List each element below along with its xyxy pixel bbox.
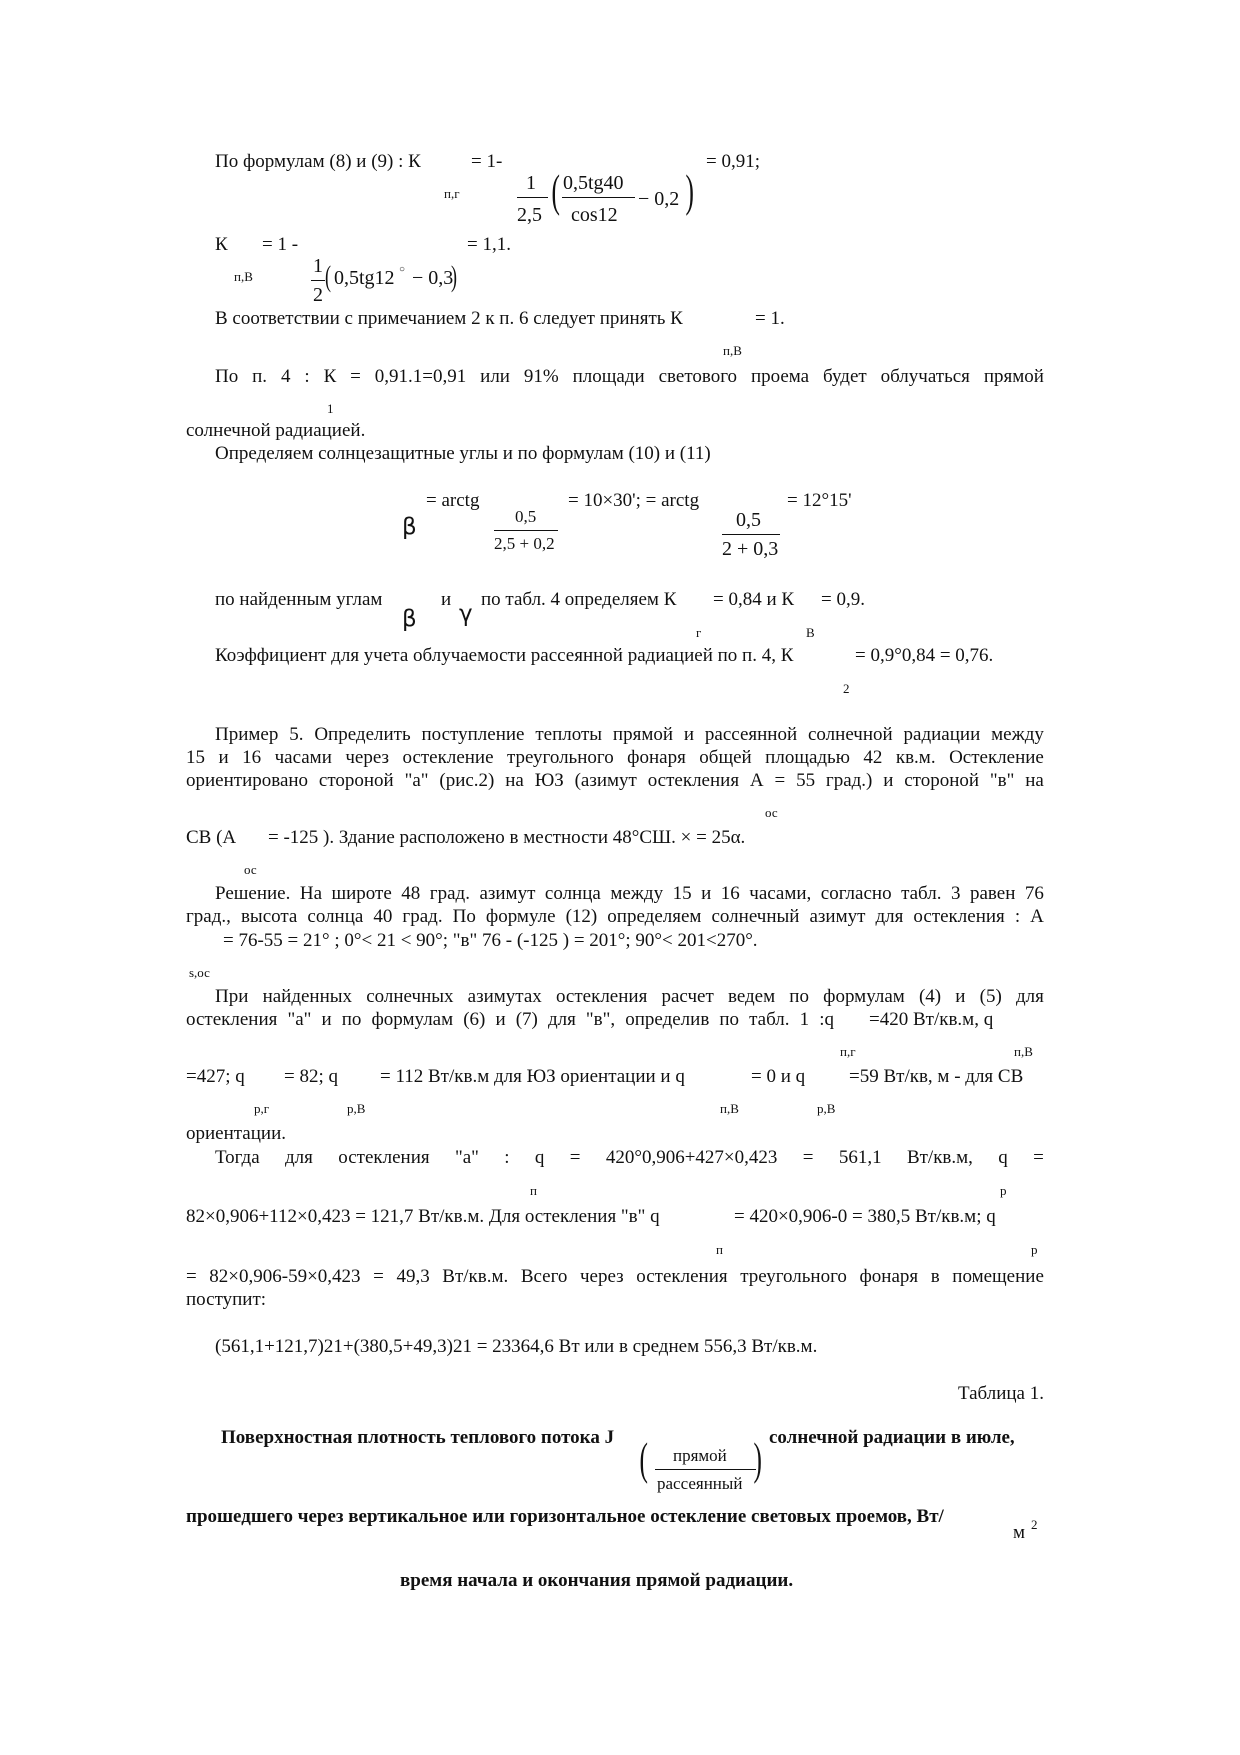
word: 49,3 [396,1266,430,1287]
word: На [299,883,322,904]
frac-den: 2,5 + 0,2 [494,534,555,553]
word: на [505,770,524,791]
frac-den: рассеянный [657,1474,743,1493]
subscript: р [1031,1242,1038,1257]
word: солнца [544,883,601,904]
word: 4 [280,366,291,387]
word: остекление [402,747,494,768]
word: остекления [913,906,1005,927]
word: для [547,1009,576,1030]
paragraph-line: 82×0,906+112×0,423 = 121,7 Вт/кв.м. Для остекления "в" q [186,1206,660,1227]
word: поступление [421,724,525,745]
frac-num: 0,5 [515,507,537,526]
formula-intro: По формулам (8) и (9) : К [215,151,421,172]
word: "а" [454,1147,479,1168]
word: (12) [565,906,598,927]
word: (азимут [574,770,637,791]
frac-bar [517,197,548,198]
word: фонаря [627,747,686,768]
word: остекления [647,770,740,791]
word: согласно [820,883,892,904]
paren-left: ( [639,1433,648,1484]
formula-eq: = 1 - [262,234,299,255]
total-formula: (561,1+121,7)21+(380,5+49,3)21 = 23364,6 Вт или в среднем 556,3 Вт/кв.м. [215,1336,818,1357]
formula-body: 0,5tg12 [334,267,395,289]
paragraph-line: по табл. 4 определяем К [481,589,677,610]
paragraph-line: Коэффициент для учета облучаемости рассеянной радиацией по п. 4, К [215,645,794,666]
word: азимутах [467,986,542,1007]
word: прямой [612,724,674,745]
paragraph-line: = 76-55 = 21° ; 0°< 21 < 90°; "в" 76 - (-125 ) = 201°; 90°< 201<270°. [223,930,758,951]
paragraph-line: и [441,589,452,610]
word: 76 [1024,883,1044,904]
gamma-symbol: γ [459,601,473,627]
formula-result: = 0,91; [706,151,760,172]
table-heading: солнечной радиации в июле, [769,1427,1015,1448]
subscript: В [806,625,815,640]
word: "в" [989,770,1015,791]
frac-den: 2 [313,284,323,306]
word: через [580,1266,624,1287]
word: :q [819,1009,834,1030]
subscript: п,г [444,186,460,201]
subscript: п,В [720,1101,739,1116]
word: облучаться [880,366,970,387]
paren-left: ( [551,165,560,216]
paragraph-line: по найденным углам [215,589,383,610]
word: и [321,1009,332,1030]
word: 55 [796,770,816,791]
word: 561,1 [838,1147,882,1168]
word: Вт/кв.м, [906,1147,973,1168]
formula-eq: = 10×30'; = arctg [568,490,700,511]
word: по [789,986,809,1007]
word: светового [658,366,738,387]
paren-right: ) [685,165,694,216]
word: между [991,724,1044,745]
paragraph-line: Определяем солнцезащитные углы и по формулам (10) и (11) [215,443,711,464]
word: кв.м. [895,747,936,768]
word: : [1014,906,1021,927]
word: По [215,366,239,387]
formula-eq: = arctg [426,490,480,511]
word: определив [625,1009,710,1030]
justified-line [215,1146,1044,1169]
word: 420°0,906+427×0,423 [605,1147,778,1168]
word: град. [429,883,470,904]
word: 91% [523,366,559,387]
word: фонаря [859,1266,919,1287]
subscript: п,В [723,343,742,358]
word: (5) [979,986,1002,1007]
frac-den: cos12 [571,204,618,226]
word: = [569,1147,581,1168]
word: : [504,1147,510,1168]
formula-tail: − 0,3 [412,267,454,289]
paragraph-line: = 420×0,906-0 = 380,5 Вт/кв.м; q [734,1206,996,1227]
word: = [186,1266,197,1287]
word: азимут [809,906,866,927]
formula-eq: = 1- [471,151,503,172]
word: по [719,1009,740,1030]
word: определяем [607,906,702,927]
superscript: 2 [1031,1517,1038,1532]
word: рассеянной [704,724,798,745]
word: "а" [287,1009,312,1030]
word: Тогда [215,1147,260,1168]
subscript: р [1000,1183,1007,1198]
word: 15 [186,747,205,768]
paragraph-line: = 0 и q [751,1066,806,1087]
subscript: ос [765,805,778,820]
formula-k: К [215,234,228,255]
word: q [534,1147,545,1168]
frac-bar [311,280,325,281]
frac-num: 1 [313,255,323,277]
frac-num: прямой [673,1446,727,1465]
paragraph-line: = -125 ). Здание расположено в местности 48°СШ. × = 25α. [268,827,746,848]
table-heading: время начала и окончания прямой радиации. [400,1570,794,1591]
word: для [1015,986,1044,1007]
word: и [701,883,712,904]
word: и [495,1009,506,1030]
justified-line [186,905,1044,928]
word: проема [750,366,810,387]
word: Пример [215,724,279,745]
table-label: Таблица 1. [957,1383,1044,1404]
word: (6) [463,1009,486,1030]
paragraph-line: ориентации. [186,1123,286,1144]
word: : [304,366,310,387]
paragraph-line: =59 Вт/кв, м - для СВ [849,1066,1024,1087]
paragraph-line: поступит: [186,1289,267,1310]
paren-left: ( [325,260,331,293]
word: = [350,366,361,387]
beta-symbol: β [402,606,417,632]
word: и [218,747,229,768]
table-heading: Поверхностная плотность теплового потока J [221,1427,615,1448]
word: табл. [749,1009,790,1030]
word: табл. [901,883,942,904]
word: солнечной [807,724,893,745]
word: найденных [262,986,353,1007]
justified-line [186,1265,1044,1288]
frac-den: 2,5 [517,204,542,226]
paragraph-line: СВ (А [186,827,237,848]
formula-result: = 1,1. [467,234,511,255]
table-heading: прошедшего через вертикальное или горизонтальное остекление световых проемов, Вт/ [186,1506,944,1527]
word: формуле [485,906,556,927]
word: солнца [307,906,364,927]
paragraph-line: =420 Вт/кв.м, q [869,1009,994,1030]
word: К [323,366,337,387]
word: для [875,906,904,927]
word: 82×0,906-59×0,423 [209,1266,361,1287]
word: площадью [765,747,850,768]
word: = [802,1147,814,1168]
word: площади [572,366,645,387]
subscript: s,ос [189,965,210,980]
justified-line [215,723,1044,746]
word: "а" [404,770,429,791]
paragraph-line: = 112 Вт/кв.м для ЮЗ ориентации и q [380,1066,685,1087]
word: Определить [314,724,411,745]
word: А [749,770,764,791]
word: 16 [720,883,740,904]
word: 15 [672,883,692,904]
justified-line [186,769,1044,792]
frac-bar [722,534,780,535]
word: "в", [585,1009,616,1030]
word: остекления [338,1147,430,1168]
paragraph-line: = 0,9°0,84 = 0,76. [855,645,994,666]
justified-line [215,882,1044,905]
word: стороной [904,770,980,791]
word: равен [969,883,1016,904]
word: = [373,1266,384,1287]
paragraph-line: =427; q [186,1066,245,1087]
word: град. [402,906,443,927]
word: 48 [401,883,421,904]
word: формулам [823,986,905,1007]
paragraph-line: = 82; q [284,1066,338,1087]
frac-bar [655,1469,756,1470]
word: 16 [242,747,262,768]
word: широте [331,883,392,904]
frac-num: 0,5 [736,509,761,531]
word: град., [186,906,231,927]
paragraph-line: = 0,9. [821,589,865,610]
word: ориентировано [186,770,309,791]
word: радиации [903,724,981,745]
subscript: р,г [254,1101,270,1116]
word: и [683,724,695,745]
word: 3 [950,883,961,904]
word: (7) [515,1009,538,1030]
formula-result: = 1. [755,308,785,329]
word: остекления [636,1266,728,1287]
degree-mark: ○ [399,264,406,275]
word: треугольного [740,1266,847,1287]
word: теплоты [535,724,603,745]
word: общей [699,747,752,768]
word: помещение [952,1266,1044,1287]
word: солнечный [711,906,800,927]
word: 0,91.1=0,91 [374,366,467,387]
word: по [341,1009,362,1030]
word: стороной [318,770,394,791]
subscript: р,В [347,1101,366,1116]
word: Вт/кв.м. [442,1266,509,1287]
word: Решение. [215,883,291,904]
word: 40 [373,906,393,927]
frac-num: 0,5tg40 [563,172,624,194]
word: азимут [479,883,536,904]
paren-right: ) [753,1433,762,1484]
word: п. [252,366,268,387]
subscript: п,г [840,1044,856,1059]
word: или [480,366,510,387]
word: между [610,883,664,904]
unit: м [1013,1522,1026,1543]
word: остекления [186,1009,278,1030]
subscript: ос [244,862,257,877]
formula-tail: − 0,2 [638,188,680,210]
subscript: п [530,1183,537,1198]
word: (4) [918,986,942,1007]
word: и [955,986,966,1007]
word: Остекление [949,747,1044,768]
word: высота [240,906,298,927]
subscript: п [716,1242,723,1257]
justified-line [215,985,1044,1008]
word: остекления [555,986,648,1007]
word: А [1030,906,1044,927]
word: будет [823,366,867,387]
frac-den: 2 + 0,3 [722,538,779,560]
beta-symbol: β [402,514,417,540]
word: При [215,986,249,1007]
justified-line [215,365,1044,388]
subscript: п,В [1014,1044,1033,1059]
word: формулам [371,1009,454,1030]
word: = [1033,1147,1044,1168]
word: солнечных [366,986,454,1007]
justified-line [186,746,1044,769]
word: (рис.2) [439,770,495,791]
word: ЮЗ [534,770,564,791]
frac-num: 1 [526,172,536,194]
subscript: п,В [234,269,253,284]
word: часами [274,747,332,768]
word: = [774,770,786,791]
formula-result: = 12°15' [787,490,852,511]
word: По [452,906,476,927]
word: Всего [520,1266,568,1287]
word: расчет [661,986,714,1007]
subscript: г [696,625,702,640]
word: 5. [289,724,304,745]
word: на [1025,770,1044,791]
word: ведем [727,986,776,1007]
word: для [284,1147,313,1168]
word: 42 [863,747,883,768]
word: через [345,747,389,768]
justified-line [186,1008,834,1031]
word: в [930,1266,940,1287]
word: и [883,770,894,791]
frac-bar [562,197,635,198]
paren-right: ) [451,260,457,293]
paragraph-line: = 0,84 и К [713,589,795,610]
word: 1 [799,1009,810,1030]
word: часами, [749,883,812,904]
paragraph-line: В соответствии с примечанием 2 к п. 6 следует принять К [215,308,683,329]
paragraph-line: солнечной радиацией. [186,420,366,441]
word: град.) [825,770,873,791]
word: q [998,1147,1008,1168]
subscript: р,В [817,1101,836,1116]
word: треугольного [507,747,614,768]
subscript: 1 [327,401,334,416]
word: прямой [983,366,1044,387]
frac-bar [494,530,558,531]
subscript: 2 [843,681,850,696]
